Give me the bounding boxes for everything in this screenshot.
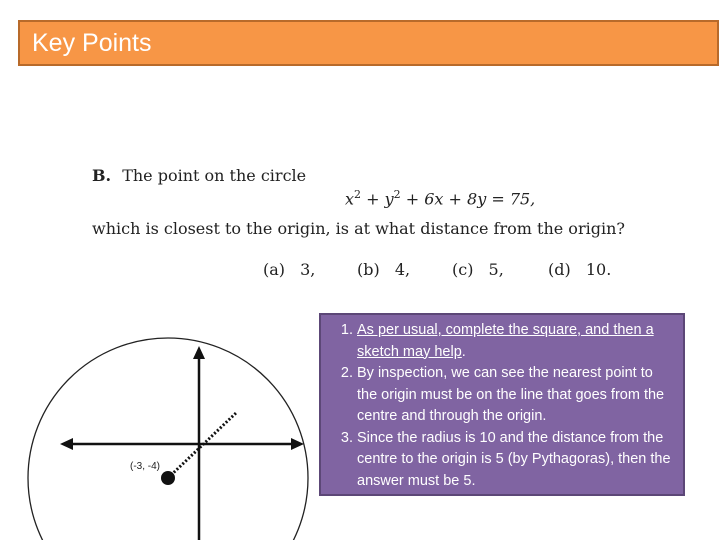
centre-point bbox=[161, 471, 175, 485]
note-1-underlined: As per usual, complete the square, and then a sketch may help bbox=[357, 322, 654, 360]
option-d-label: (d) bbox=[548, 260, 571, 279]
y-axis-arrow-up bbox=[193, 346, 205, 359]
option-a-label: (a) bbox=[263, 260, 286, 279]
option-c-value: 5, bbox=[488, 260, 504, 279]
problem-label: B. bbox=[92, 166, 112, 185]
x-axis-arrow-left bbox=[60, 438, 73, 450]
centre-label: (-3, -4) bbox=[130, 461, 160, 472]
eq-rest: + 6x + 8y = 75, bbox=[400, 189, 536, 209]
option-d-value: 10. bbox=[585, 260, 612, 279]
notes-list bbox=[321, 320, 675, 492]
note-item-3: 3. Since the radius is 10 and the distance from the centre to the origin is 5 (by Pythagoras), then the answer must be 5. bbox=[357, 428, 675, 493]
problem-intro-text: The point on the circle bbox=[122, 166, 307, 185]
eq-y: + y bbox=[361, 189, 394, 209]
problem-question: which is closest to the origin, is at what distance from the origin? bbox=[92, 219, 625, 238]
note-1-after: . bbox=[461, 343, 466, 360]
note-item-1 bbox=[357, 320, 675, 363]
eq-x: x bbox=[345, 189, 355, 209]
circle-outline bbox=[28, 338, 308, 540]
option-b-label: (b) bbox=[357, 260, 380, 279]
note-item-2: 2. By inspection, we can see the nearest point to the origin must be on the line that goes from the centre and through the origin. bbox=[357, 363, 675, 428]
slide-title: Key Points bbox=[32, 29, 152, 57]
option-c-label: (c) bbox=[452, 260, 474, 279]
option-a-value: 3, bbox=[300, 260, 316, 279]
eq-exp-y: 2 bbox=[393, 188, 401, 201]
notes-box bbox=[319, 313, 685, 496]
option-b-value: 4, bbox=[394, 260, 411, 279]
eq-exp-x: 2 bbox=[354, 188, 362, 201]
